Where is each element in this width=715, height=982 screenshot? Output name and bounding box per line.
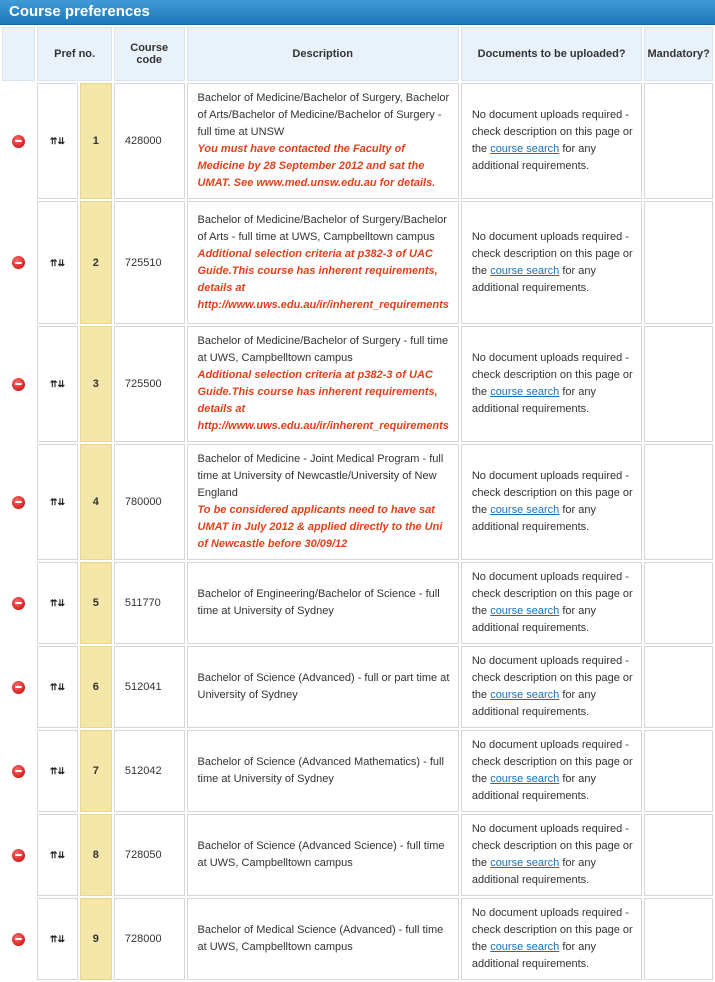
course-description [187,83,459,199]
course-description [187,814,459,896]
mandatory-cell [644,444,713,560]
course-code: 511770 [114,562,185,644]
course-search-link[interactable]: course search [490,143,560,155]
course-code: 728050 [114,814,185,896]
documents-text: No document uploads required - check description on this page or the [471,109,633,155]
move-up-icon[interactable]: ⇈ [49,257,58,268]
remove-icon[interactable] [12,933,25,946]
documents-info [461,898,643,980]
move-down-icon[interactable]: ⇊ [57,934,65,944]
description-note: To be considered applicants need to have sat UMAT in July 2012 & applied directly to the Uni of Newcastle before 30/09/12 [197,504,443,550]
table-row [2,730,713,812]
move-down-icon[interactable]: ⇊ [57,497,65,507]
documents-text-end: for any additional requirements. [471,689,596,718]
course-search-link[interactable]: course search [490,941,560,953]
move-down-icon[interactable]: ⇊ [57,682,65,692]
course-preferences-table [0,25,715,982]
reorder-cell [37,898,77,980]
remove-icon[interactable] [12,378,25,391]
move-up-icon[interactable]: ⇈ [49,497,58,507]
table-row [2,814,713,896]
pref-number: 7 [80,730,112,812]
mandatory-cell [644,83,713,199]
documents-text-end: for any additional requirements. [471,264,596,294]
course-description [187,562,459,644]
table-row [2,444,713,560]
reorder-cell [37,444,77,560]
pref-number: 9 [80,898,112,980]
description-note: Additional selection criteria at p382-3 of UAC Guide.This course has inherent requirements, details at http://www.uws.edu.au/ir/inherent_requirements [197,247,449,311]
documents-info [461,444,643,560]
move-up-icon[interactable]: ⇈ [49,766,58,776]
documents-info [461,201,643,324]
course-search-link[interactable]: course search [490,689,560,701]
remove-cell [2,444,35,560]
reorder-cell [37,326,77,442]
pref-number: 4 [80,444,112,560]
course-code: 725500 [114,326,185,442]
documents-text: No document uploads required - check description on this page or the [471,655,633,701]
course-search-link[interactable]: course search [490,605,560,617]
remove-cell [2,562,35,644]
move-down-icon[interactable]: ⇊ [57,598,65,608]
documents-text-end: for any additional requirements. [471,857,596,886]
table-row [2,201,713,324]
move-up-icon[interactable]: ⇈ [49,379,58,389]
documents-info [461,562,643,644]
documents-text-end: for any additional requirements. [471,143,596,172]
course-description [187,326,459,442]
remove-cell [2,898,35,980]
move-up-icon[interactable]: ⇈ [49,934,58,944]
description-text: Bachelor of Medicine - Joint Medical Program - full time at University of Newcastle/University of New England [197,453,444,499]
remove-cell [2,326,35,442]
mandatory-cell [644,201,713,324]
reorder-cell [37,646,77,728]
documents-text-end: for any additional requirements. [471,773,596,802]
documents-text: No document uploads required - check description on this page or the [471,230,633,277]
table-header-row [2,27,713,81]
documents-info [461,646,643,728]
remove-cell [2,83,35,199]
documents-text: No document uploads required - check description on this page or the [471,571,633,617]
course-search-link[interactable]: course search [490,773,560,785]
table-row [2,898,713,980]
panel-title: Course preferences [0,0,715,25]
table-row [2,326,713,442]
remove-icon[interactable] [12,496,25,509]
course-code: 780000 [114,444,185,560]
mandatory-cell [644,898,713,980]
course-description [187,898,459,980]
reorder-cell [37,83,77,199]
description-note: Additional selection criteria at p382-3 of UAC Guide.This course has inherent requirements, details at http://www.uws.edu.au/ir/inherent_requirements [197,369,449,432]
remove-icon[interactable] [12,135,25,148]
pref-number: 6 [80,646,112,728]
remove-icon[interactable] [12,849,25,862]
remove-cell [2,730,35,812]
move-down-icon[interactable]: ⇊ [57,766,65,776]
course-search-link[interactable]: course search [490,264,560,277]
move-down-icon[interactable]: ⇊ [57,257,65,268]
table-row [2,646,713,728]
course-code: 725510 [114,201,185,324]
reorder-cell [37,730,77,812]
mandatory-cell [644,730,713,812]
documents-text: No document uploads required - check description on this page or the [471,739,633,785]
remove-icon[interactable] [12,597,25,610]
move-up-icon[interactable]: ⇈ [49,850,58,860]
course-description [187,730,459,812]
pref-number: 1 [80,83,112,199]
remove-icon[interactable] [12,681,25,694]
pref-number: 5 [80,562,112,644]
description-text: Bachelor of Medicine/Bachelor of Surgery/Bachelor of Arts - full time at UWS, Campbelltown campus [197,213,447,243]
remove-cell [2,646,35,728]
mandatory-cell [644,326,713,442]
remove-icon[interactable] [12,256,25,269]
mandatory-cell [644,814,713,896]
course-code: 728000 [114,898,185,980]
reorder-cell [37,562,77,644]
documents-info [461,814,643,896]
documents-text: No document uploads required - check description on this page or the [471,352,633,398]
move-down-icon[interactable]: ⇊ [57,379,65,389]
move-up-icon[interactable]: ⇈ [49,682,58,692]
description-text: Bachelor of Engineering/Bachelor of Science - full time at University of Sydney [197,588,440,617]
description-text: Bachelor of Science (Advanced Science) - full time at UWS, Campbelltown campus [197,840,445,869]
description-text: Bachelor of Science (Advanced Mathematics) - full time at University of Sydney [197,756,444,785]
mandatory-cell [644,562,713,644]
remove-icon[interactable] [12,765,25,778]
course-search-link[interactable]: course search [490,386,560,398]
documents-text: No document uploads required - check description on this page or the [471,823,633,869]
documents-info [461,83,643,199]
course-search-link[interactable]: course search [490,857,560,869]
pref-number: 3 [80,326,112,442]
pref-no-header: Pref no. [37,27,112,81]
description-text: Bachelor of Science (Advanced) - full or part time at University of Sydney [197,672,450,701]
course-search-link[interactable]: course search [490,504,560,516]
move-up-icon[interactable]: ⇈ [49,136,58,146]
remove-column-header [2,27,35,81]
documents-header: Documents to be uploaded? [461,27,643,81]
move-down-icon[interactable]: ⇊ [57,136,65,146]
documents-text-end: for any additional requirements. [471,941,596,970]
remove-cell [2,201,35,324]
move-up-icon[interactable]: ⇈ [49,598,58,608]
mandatory-header: Mandatory? [644,27,713,81]
reorder-cell [37,201,77,324]
documents-text: No document uploads required - check description on this page or the [471,907,633,953]
course-description [187,646,459,728]
table-row [2,562,713,644]
reorder-cell [37,814,77,896]
documents-text: No document uploads required - check description on this page or the [471,470,633,516]
pref-number: 8 [80,814,112,896]
mandatory-cell [644,646,713,728]
course-code: 512041 [114,646,185,728]
table-row [2,83,713,199]
pref-number: 2 [80,201,112,324]
description-text: Bachelor of Medicine/Bachelor of Surgery, Bachelor of Arts/Bachelor of Medicine/Bachelor of Surgery - full time at UNSW [197,92,450,138]
course-code: 512042 [114,730,185,812]
description-text: Bachelor of Medical Science (Advanced) - full time at UWS, Campbelltown campus [197,924,444,953]
move-down-icon[interactable]: ⇊ [57,850,65,860]
course-code: 428000 [114,83,185,199]
course-code-header: Course code [114,27,185,81]
documents-info [461,730,643,812]
description-note: You must have contacted the Faculty of Medicine by 28 September 2012 and sat the UMAT. See www.med.unsw.edu.au for details. [197,143,436,189]
course-description [187,201,459,324]
documents-text-end: for any additional requirements. [471,386,596,415]
description-header: Description [187,27,459,81]
description-text: Bachelor of Medicine/Bachelor of Surgery - full time at UWS, Campbelltown campus [197,335,449,364]
documents-text-end: for any additional requirements. [471,504,596,533]
documents-info [461,326,643,442]
remove-cell [2,814,35,896]
course-description [187,444,459,560]
documents-text-end: for any additional requirements. [471,605,596,634]
